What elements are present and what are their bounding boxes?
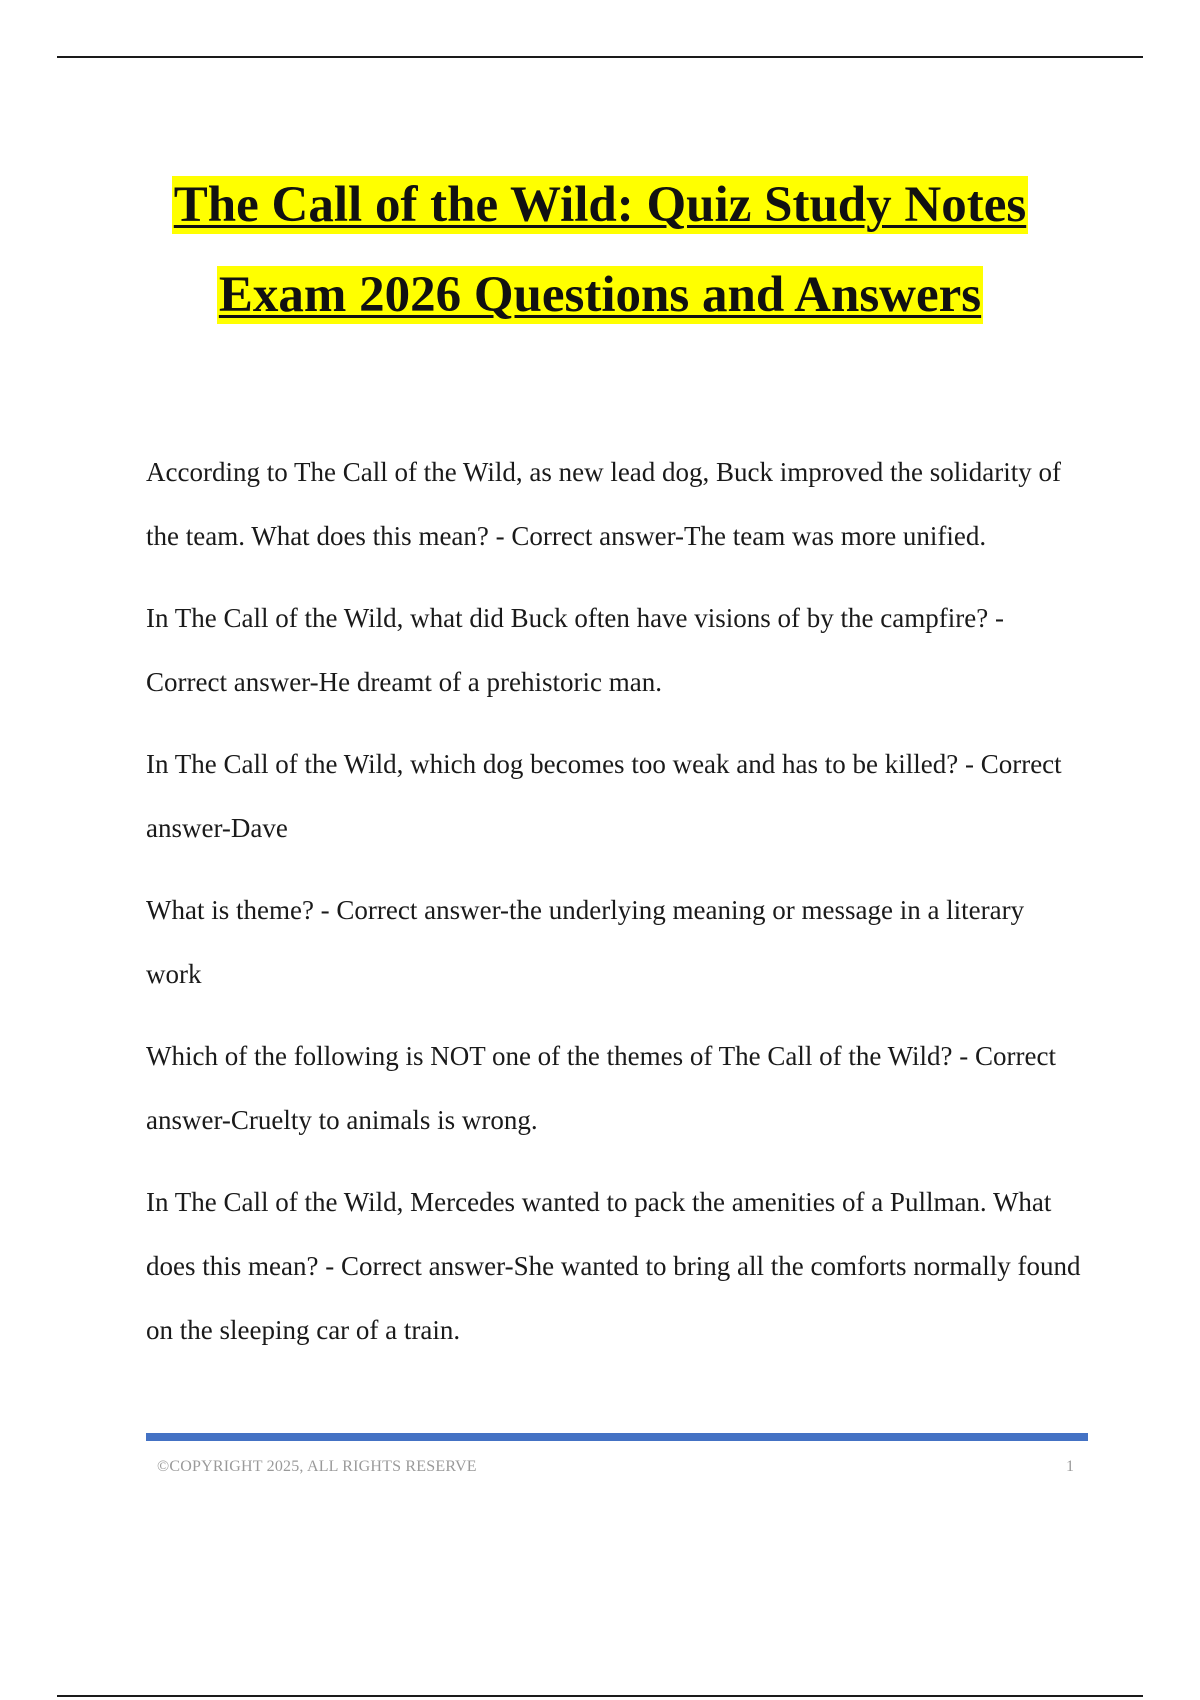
title-line-2: Exam 2026 Questions and Answers: [218, 267, 982, 323]
qa-item-6: In The Call of the Wild, Mercedes wanted to pack the amenities of a Pullman. What does this mean? - Correct answer-She wanted to bring all the comforts normally found on the sleeping car of a train.: [146, 1187, 1081, 1345]
footer-divider: [146, 1433, 1088, 1441]
qa-list: [146, 440, 1086, 1380]
qa-item-2: In The Call of the Wild, what did Buck often have visions of by the campfire? - Correct answer-He dreamt of a prehistoric man.: [146, 603, 1004, 697]
footer-copyright: ©COPYRIGHT 2025, ALL RIGHTS RESERVE: [157, 1458, 477, 1475]
title-line-1: The Call of the Wild: Quiz Study Notes: [173, 177, 1027, 233]
bottom-page-rule: [57, 1695, 1143, 1697]
qa-item-3: In The Call of the Wild, which dog becomes too weak and has to be killed? - Correct answer-Dave: [146, 749, 1062, 843]
qa-item-5: Which of the following is NOT one of the themes of The Call of the Wild? - Correct answer-Cruelty to animals is wrong.: [146, 1041, 1056, 1135]
qa-item-4: What is theme? - Correct answer-the underlying meaning or message in a literary work: [146, 895, 1025, 989]
qa-item-1: According to The Call of the Wild, as new lead dog, Buck improved the solidarity of the team. What does this mean? - Correct answer-The team was more unified.: [146, 457, 1061, 551]
page-number: 1: [1066, 1458, 1074, 1475]
top-page-rule: [57, 56, 1143, 58]
document-title: [0, 176, 1200, 324]
